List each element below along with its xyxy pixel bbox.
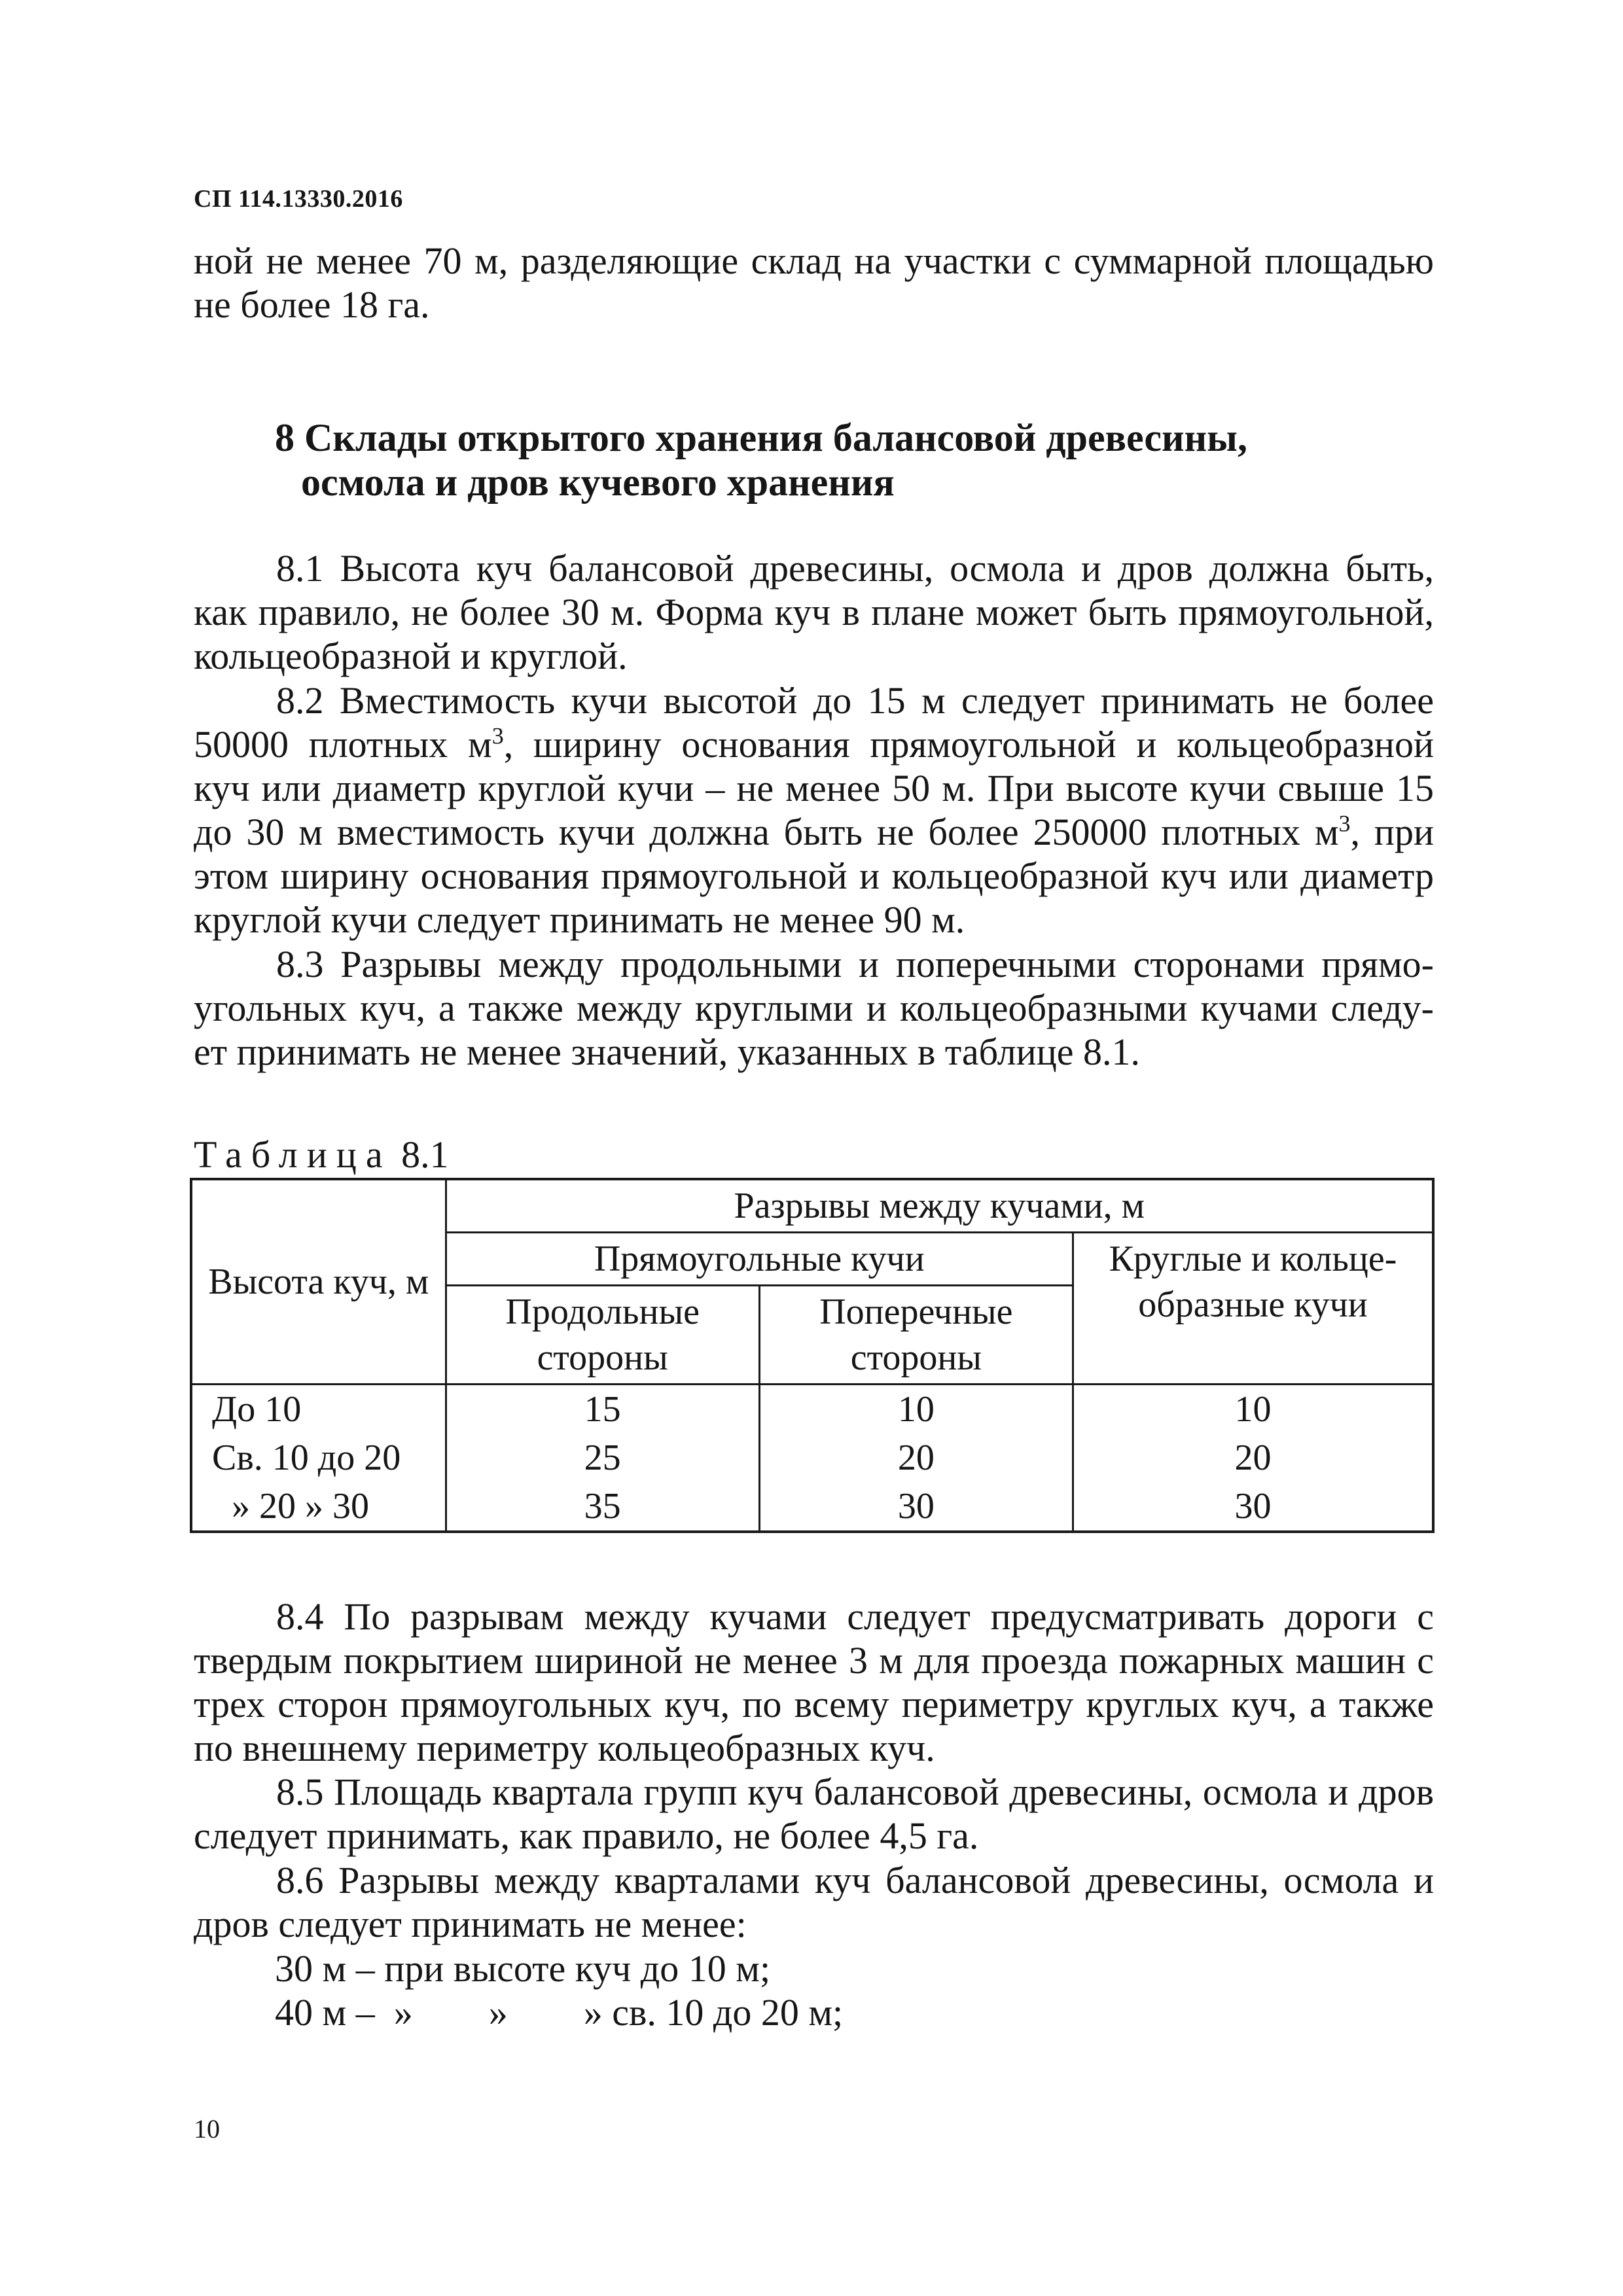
header-line: стороны bbox=[537, 1337, 668, 1378]
text-line: угольных куч, а также между круглыми и кольцеобразными кучами следу- bbox=[194, 987, 1434, 1029]
heading-line: осмола и дров кучевого хранения bbox=[301, 461, 895, 504]
header-transverse bbox=[759, 1286, 1073, 1385]
text-line: куч или диаметр круглой кучи – не менее 50 м. При высоте кучи свыше 15 bbox=[194, 767, 1434, 809]
text-segment: 50000 плотных м bbox=[194, 723, 492, 766]
text-line: этом ширину основания прямоугольной и кольцеобразной куч или диаметр bbox=[194, 855, 1434, 897]
text-line: 8.6 Разрывы между кварталами куч балансовой древесины, осмола и bbox=[276, 1859, 1434, 1901]
text-line: как правило, не более 30 м. Форма куч в плане может быть прямоугольной, bbox=[194, 591, 1434, 633]
text-line bbox=[194, 810, 1434, 854]
gaps-table bbox=[190, 1178, 1435, 1533]
superscript: 3 bbox=[491, 722, 504, 749]
page-number: 10 bbox=[194, 2114, 220, 2144]
text-line: следует принимать, как правило, не более 4,5 га. bbox=[194, 1814, 979, 1857]
cell-longitudinal: 35 bbox=[446, 1482, 759, 1532]
intro-paragraph bbox=[194, 239, 1434, 327]
paragraph-8-4 bbox=[194, 1595, 1434, 1770]
cell-height: » 20 » 30 bbox=[191, 1482, 446, 1532]
text-segment: , при bbox=[1350, 811, 1434, 853]
text-line: круглой кучи следует принимать не менее 90 м. bbox=[194, 898, 965, 941]
text-line: трех сторон прямоугольных куч, по всему периметру круглых куч, а также bbox=[194, 1683, 1434, 1725]
cell-round: 30 bbox=[1073, 1482, 1433, 1532]
cell-transverse: 20 bbox=[759, 1434, 1073, 1482]
text-line: по внешнему периметру кольцеобразных куч. bbox=[194, 1727, 935, 1769]
paragraph-8-1 bbox=[194, 546, 1434, 678]
cell-longitudinal: 25 bbox=[446, 1434, 759, 1482]
text-line: 8.3 Разрывы между продольными и поперечными сторонами прямо- bbox=[276, 943, 1434, 985]
text-segment: до 30 м вместимость кучи должна быть не более 250000 плотных м bbox=[194, 811, 1339, 853]
text-line: ет принимать не менее значений, указанных в таблице 8.1. bbox=[194, 1031, 1141, 1073]
cell-longitudinal: 15 bbox=[446, 1385, 759, 1434]
header-rectangular: Прямоугольные кучи bbox=[446, 1233, 1073, 1286]
cell-height: Св. 10 до 20 bbox=[191, 1434, 446, 1482]
section-heading bbox=[275, 415, 1247, 504]
text-line: дров следует принимать не менее: bbox=[194, 1903, 747, 1945]
text-line: 8.4 По разрывам между кучами следует предусматривать дороги с bbox=[276, 1595, 1434, 1638]
paragraph-8-6 bbox=[194, 1858, 1434, 1946]
header-longitudinal bbox=[446, 1286, 759, 1385]
text-line: кольцеобразной и круглой. bbox=[194, 635, 628, 677]
header-line: Поперечные bbox=[819, 1292, 1013, 1332]
text-segment: , ширину основания прямоугольной и кольцеобразной bbox=[503, 723, 1434, 766]
cell-transverse: 30 bbox=[759, 1482, 1073, 1532]
document-code: СП 114.13330.2016 bbox=[194, 185, 403, 213]
table-row bbox=[191, 1482, 1433, 1532]
table-row bbox=[191, 1385, 1433, 1434]
text-line: 8.5 Площадь квартала групп куч балансовой древесины, осмола и дров bbox=[276, 1771, 1434, 1813]
cell-round: 20 bbox=[1073, 1434, 1433, 1482]
header-gaps: Разрывы между кучами, м bbox=[446, 1179, 1433, 1233]
text-line: 8.1 Высота куч балансовой древесины, осмола и дров должна быть, bbox=[276, 547, 1434, 590]
text-line: ной не менее 70 м, разделяющие склад на участки с суммарной площадью bbox=[194, 239, 1434, 282]
paragraph-8-3 bbox=[194, 942, 1434, 1074]
header-round-line: образные кучи bbox=[1138, 1284, 1368, 1325]
cell-round: 10 bbox=[1073, 1385, 1433, 1434]
cell-height: До 10 bbox=[191, 1385, 446, 1434]
table-header-row bbox=[191, 1179, 1433, 1233]
table-caption-number: 8.1 bbox=[401, 1133, 449, 1176]
list-item: 40 м – » » » св. 10 до 20 м; bbox=[275, 1991, 844, 2034]
text-line: 8.2 Вместимость кучи высотой до 15 м следует принимать не более bbox=[276, 679, 1434, 722]
cell-transverse: 10 bbox=[759, 1385, 1073, 1434]
header-height: Высота куч, м bbox=[191, 1179, 446, 1385]
text-line: не более 18 га. bbox=[194, 283, 430, 326]
paragraph-8-2 bbox=[194, 679, 1434, 942]
superscript: 3 bbox=[1338, 810, 1351, 837]
table-caption-word: Таблица bbox=[194, 1133, 392, 1176]
table-caption bbox=[194, 1135, 449, 1174]
header-round-line: Круглые и кольце- bbox=[1109, 1239, 1397, 1279]
text-line bbox=[194, 722, 1434, 766]
heading-line: 8 Склады открытого хранения балансовой древесины, bbox=[275, 416, 1248, 459]
header-round bbox=[1073, 1233, 1433, 1385]
header-line: Продольные bbox=[505, 1292, 700, 1332]
list-item: 30 м – при высоте куч до 10 м; bbox=[275, 1947, 771, 1990]
table-row bbox=[191, 1434, 1433, 1482]
paragraph-8-5 bbox=[194, 1770, 1434, 1858]
text-line: твердым покрытием шириной не менее 3 м для проезда пожарных машин с bbox=[194, 1639, 1434, 1682]
header-line: стороны bbox=[850, 1337, 982, 1378]
